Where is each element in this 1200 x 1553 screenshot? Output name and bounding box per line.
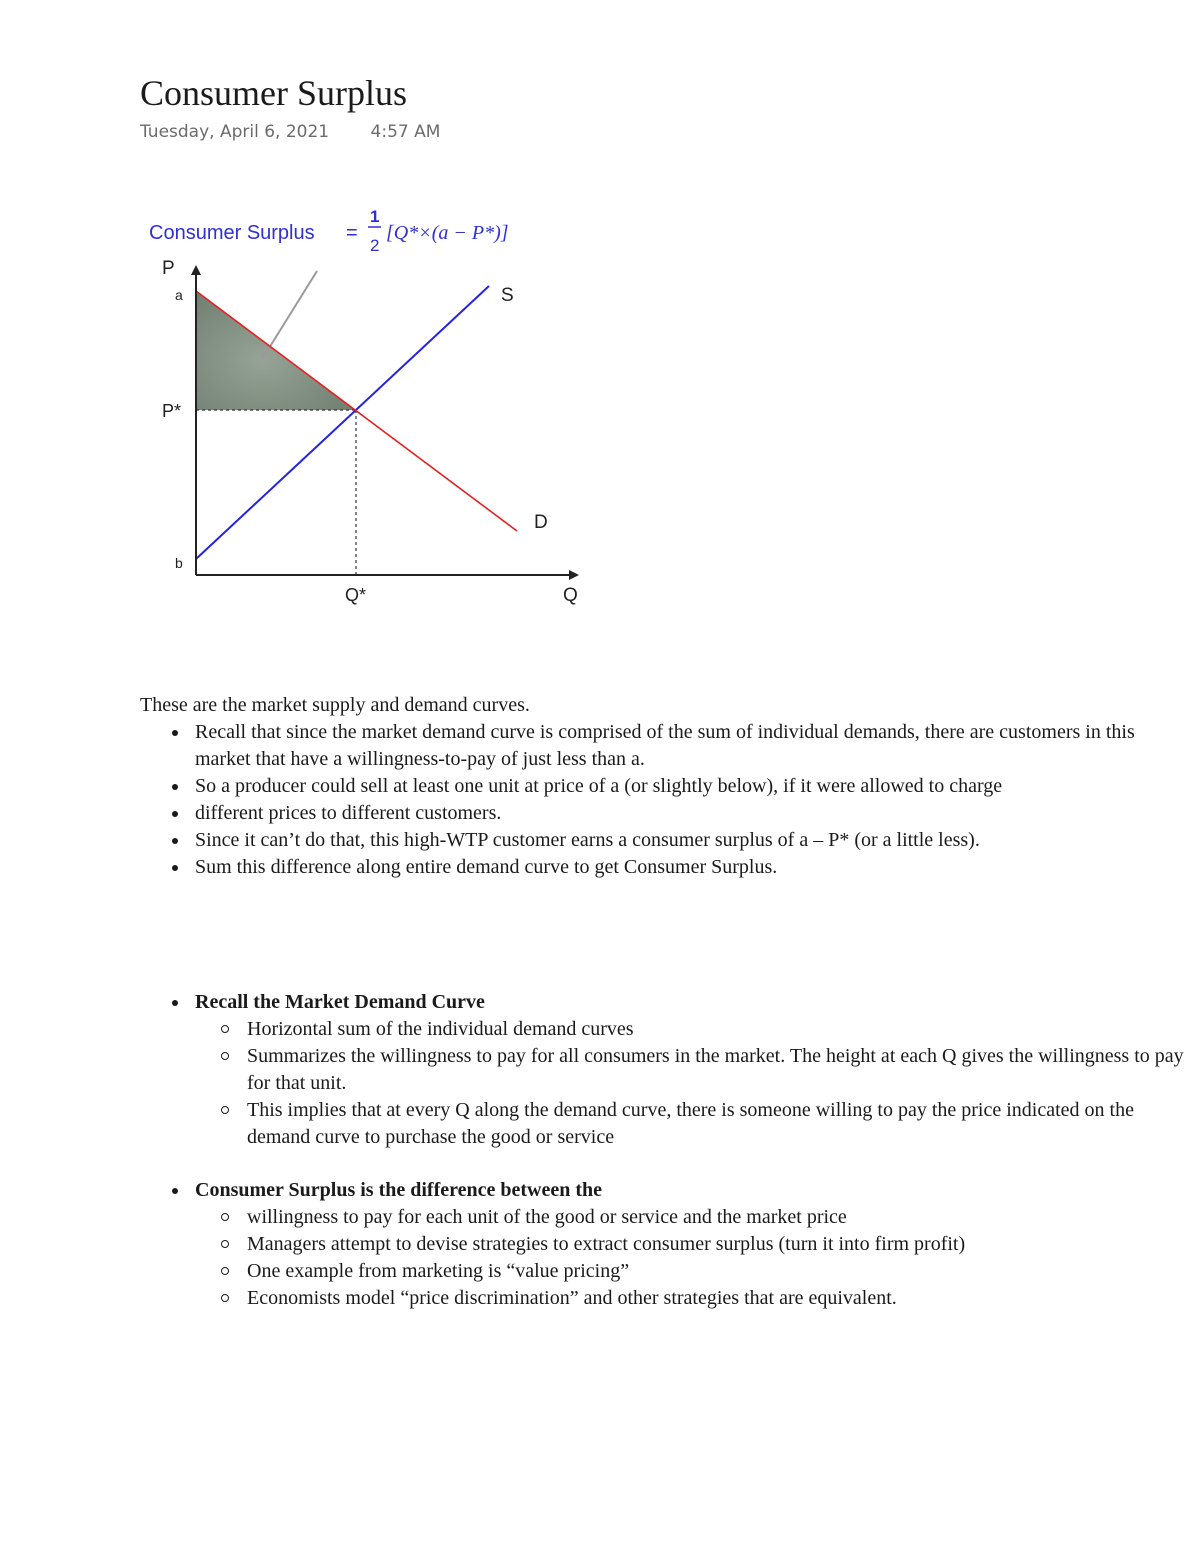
- formula-fraction-denominator: 2: [370, 236, 380, 255]
- formula-fraction-numerator: 1: [370, 207, 380, 226]
- list-item: Recall that since the market demand curve is comprised of the sum of individual demands, there are customers in this market that have a willingness-to-pay of just less than a.: [195, 719, 1185, 773]
- section-heading-item: [195, 1177, 1185, 1312]
- label-supply-s: S: [501, 285, 514, 306]
- label-p-star: P*: [162, 401, 182, 421]
- formula-label: Consumer Surplus: [149, 222, 315, 244]
- page-time: 4:57 AM: [370, 122, 441, 142]
- label-demand-d: D: [534, 512, 548, 533]
- notes-body: [140, 692, 1185, 1312]
- x-axis-arrowhead: [569, 570, 579, 580]
- label-b: b: [175, 555, 183, 571]
- sub-bullet-list: [195, 1204, 1185, 1312]
- market-demand-section: [140, 989, 1185, 1151]
- list-item: willingness to pay for each unit of the good or service and the market price: [247, 1204, 1185, 1231]
- axis-label-p: P: [162, 258, 175, 279]
- section-title: Recall the Market Demand Curve: [195, 991, 485, 1013]
- intro-bullet-list: [140, 719, 1185, 881]
- list-item: Sum this difference along entire demand curve to get Consumer Surplus.: [195, 854, 1185, 881]
- list-item: Managers attempt to devise strategies to extract consumer surplus (turn it into firm profit): [247, 1231, 1185, 1258]
- list-item: Summarizes the willingness to pay for all consumers in the market. The height at each Q gives the willingness to pay for that unit.: [247, 1043, 1185, 1097]
- list-item: One example from marketing is “value pricing”: [247, 1258, 1185, 1285]
- y-axis-arrowhead: [191, 265, 201, 275]
- list-item: So a producer could sell at least one unit at price of a (or slightly below), if it were allowed to charge: [195, 773, 1185, 800]
- intro-text: These are the market supply and demand curves.: [140, 694, 530, 716]
- axis-label-q: Q: [563, 585, 578, 606]
- page-timestamp: [140, 122, 440, 142]
- section-heading-item: [195, 989, 1185, 1151]
- formula-equals: =: [346, 222, 358, 244]
- list-item: This implies that at every Q along the demand curve, there is someone willing to pay the price indicated on the demand curve to purchase the good or service: [247, 1097, 1185, 1151]
- consumer-surplus-diagram: [130, 195, 600, 625]
- list-item: different prices to different customers.: [195, 800, 1185, 827]
- page-title: Consumer Surplus: [140, 73, 408, 113]
- section-title: Consumer Surplus is the difference between the: [195, 1179, 603, 1201]
- list-item: Economists model “price discrimination” and other strategies that are equivalent.: [247, 1285, 1185, 1312]
- list-item: Horizontal sum of the individual demand curves: [247, 1016, 1185, 1043]
- label-a: a: [175, 287, 183, 303]
- page-date: Tuesday, April 6, 2021: [140, 122, 330, 142]
- list-item: Since it can’t do that, this high-WTP customer earns a consumer surplus of a – P* (or a little less).: [195, 827, 1185, 854]
- consumer-surplus-section: [140, 1177, 1185, 1312]
- sub-bullet-list: [195, 1016, 1185, 1151]
- formula-body: [Q*×(a − P*)]: [386, 222, 509, 244]
- label-q-star: Q*: [345, 585, 367, 605]
- surplus-pointer-arrow: [266, 271, 317, 353]
